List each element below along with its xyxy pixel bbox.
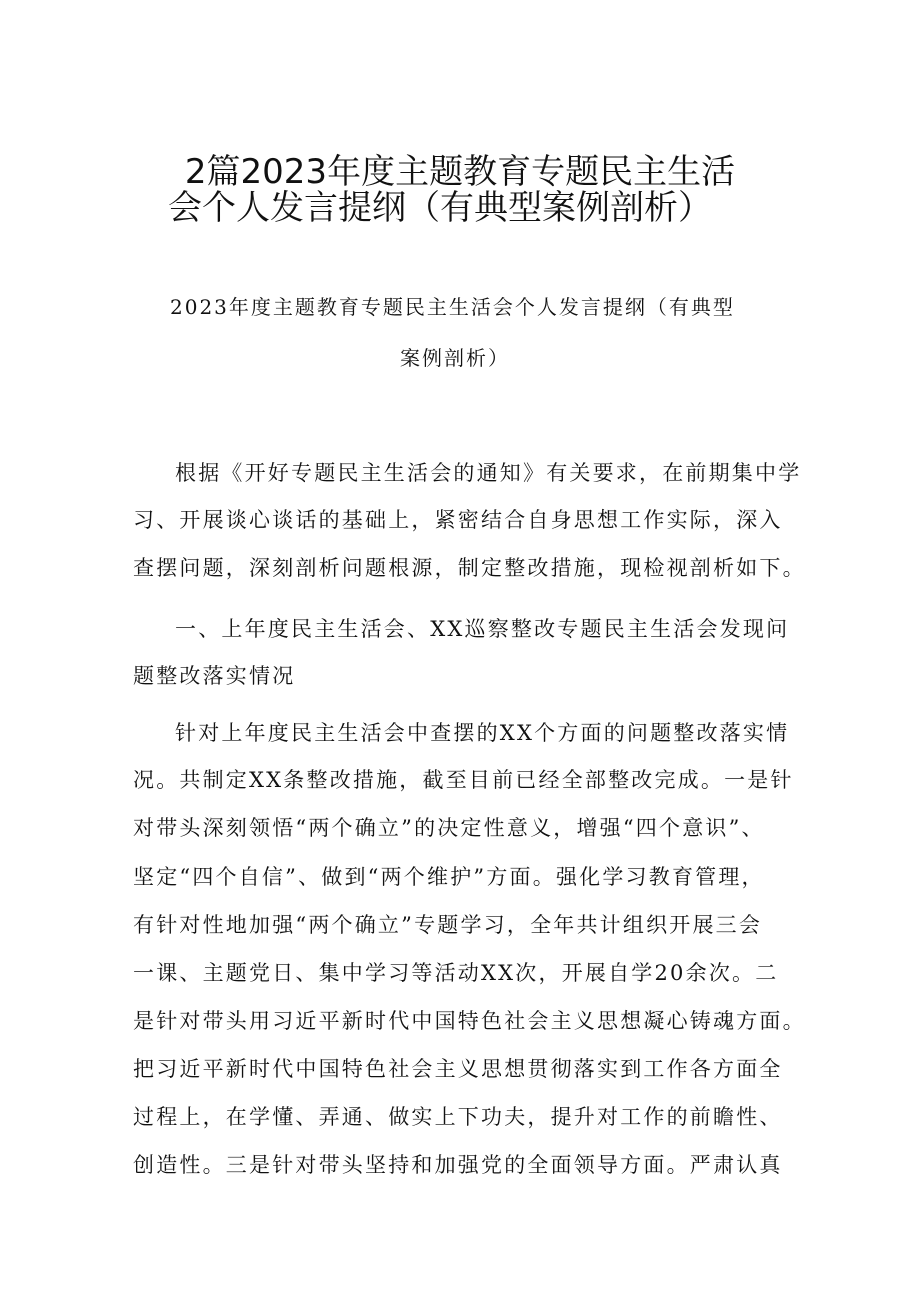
body-line: 过程上，在学懂、弄通、做实上下功夫，提升对工作的前瞻性、: [133, 1105, 783, 1129]
subtitle-line-2: 案例剖析）: [400, 346, 510, 370]
body-line: 有针对性地加强“两个确立”专题学习，全年共计组织开展三会: [133, 913, 763, 937]
body-line: 根据《开好专题民主生活会的通知》有关要求，在前期集中学: [175, 461, 802, 485]
document-title-line-1: 2篇2023年度主题教育专题民主生活: [184, 152, 736, 192]
document-title-line-2: 会个人发言提纲（有典型案例剖析）: [168, 188, 712, 228]
body-line: 是针对带头用习近平新时代中国特色社会主义思想凝心铸魂方面。: [133, 1009, 806, 1033]
section-heading-line: 题整改落实情况: [133, 664, 296, 688]
body-line: 习、开展谈心谈话的基础上，紧密结合自身思想工作实际，深入: [133, 508, 783, 532]
body-line: 针对上年度民主生活会中查摆的XX个方面的问题整改落实情: [175, 721, 790, 745]
section-heading-line: 一、上年度民主生活会、XX巡察整改专题民主生活会发现问: [175, 617, 790, 641]
body-line: 况。共制定XX条整改措施，截至目前已经全部整改完成。一是针: [133, 768, 794, 792]
body-line: 一课、主题党日、集中学习等活动XX次，开展自学20余次。二: [133, 961, 779, 985]
body-line: 对带头深刻领悟“两个确立”的决定性意义，增强“四个意识”、: [133, 816, 765, 840]
body-line: 坚定“四个自信”、做到“两个维护”方面。强化学习教育管理，: [133, 865, 765, 889]
subtitle-line-1: 2023年度主题教育专题民主生活会个人发言提纲（有典型: [170, 295, 735, 319]
body-line: 创造性。三是针对带头坚持和加强党的全面领导方面。严肃认真: [133, 1153, 783, 1177]
body-line: 查摆问题，深刻剖析问题根源，制定整改措施，现检视剖析如下。: [133, 556, 806, 580]
body-line: 把习近平新时代中国特色社会主义思想贯彻落实到工作各方面全: [133, 1057, 783, 1081]
